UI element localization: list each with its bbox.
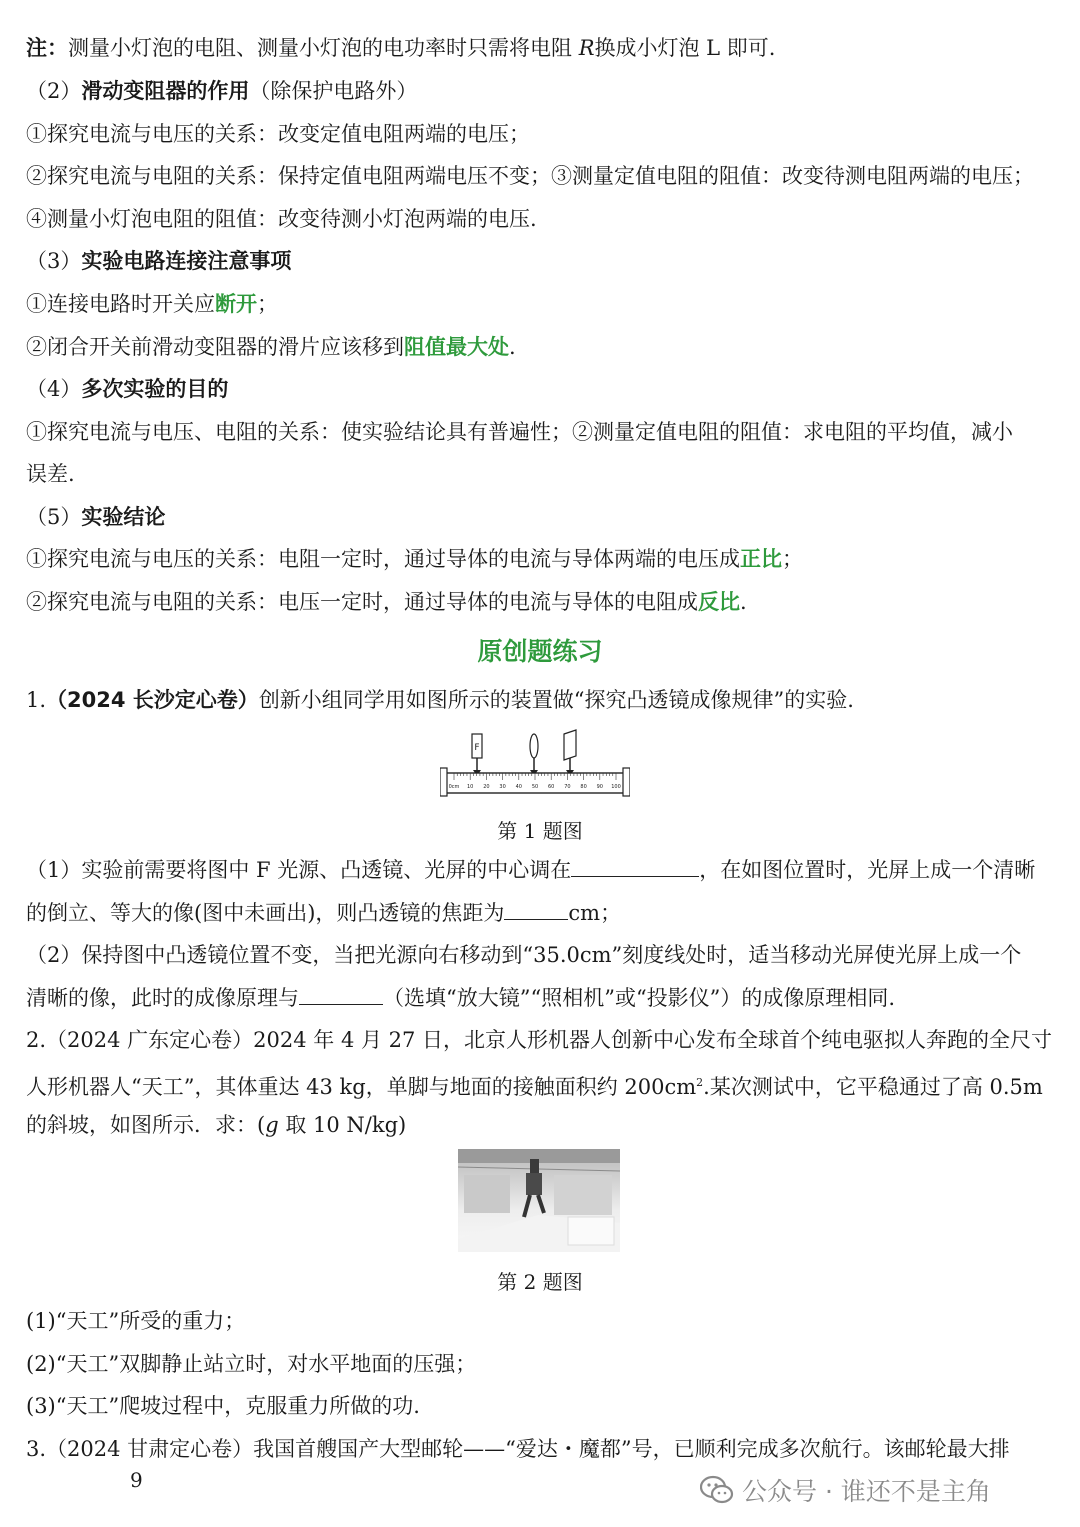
question-2-line-1: 2.（2024 广东定心卷）2024 年 4 月 27 日，北京人形机器人创新中心发布全球首个纯电驱拟人奔跑的全尺寸 xyxy=(26,1028,1053,1052)
wall-window xyxy=(464,1175,510,1213)
ruler-tick-label: 30 xyxy=(499,784,506,790)
watermark xyxy=(700,1472,991,1508)
item-punct: ； xyxy=(782,547,803,571)
section-4-heading xyxy=(26,375,228,403)
part-text: .某次测试中，它平稳通过了高 0.5m xyxy=(703,1075,1043,1099)
highlight-answer: 正比 xyxy=(740,547,782,571)
section-3-num: （3） xyxy=(26,249,82,273)
answer-blank[interactable] xyxy=(299,984,383,1005)
platform-block xyxy=(568,1217,614,1245)
question-2-sub-1: (1)“天工”所受的重力； xyxy=(26,1309,246,1333)
part-text: cm； xyxy=(568,901,622,925)
section-3-heading xyxy=(26,247,291,275)
robot-slope-photo xyxy=(458,1149,620,1252)
question-2-sub-3: (3)“天工”爬坡过程中，克服重力所做的功. xyxy=(26,1394,420,1418)
rail-end-left xyxy=(440,768,447,796)
figure-1-caption: 第 1 题图 xyxy=(497,819,583,843)
answer-blank[interactable] xyxy=(504,899,568,920)
section-4-item-1-cont: 误差. xyxy=(26,462,75,486)
question-2-line-3 xyxy=(26,1111,406,1139)
section-4-item-1: ①探究电流与电压、电阻的关系：使实验结论具有普遍性；②测量定值电阻的阻值：求电阻的平均值，减小 xyxy=(26,420,1013,444)
section-2-num: （2） xyxy=(26,79,82,103)
ruler-tick-label: 60 xyxy=(548,784,555,790)
wall-panel xyxy=(554,1175,612,1215)
section-5-item-2 xyxy=(26,588,747,616)
part-text: 的斜坡，如图所示．求：( xyxy=(26,1113,266,1137)
robot-leg-left xyxy=(524,1195,530,1217)
ruler-tick-label: 100 xyxy=(611,784,621,790)
robot-leg-right xyxy=(538,1195,544,1213)
robot-head xyxy=(530,1159,539,1173)
section-2-suffix: （除保护电路外） xyxy=(249,79,418,103)
section-5-item-1 xyxy=(26,545,803,573)
section-4-title: 多次实验的目的 xyxy=(81,377,229,401)
section-3-item-1 xyxy=(26,290,278,318)
ruler-tick-label: 10 xyxy=(467,784,474,790)
robot-torso xyxy=(526,1173,542,1195)
section-5-heading xyxy=(26,503,165,531)
section-3-item-2 xyxy=(26,333,516,361)
section-3-title: 实验电路连接注意事项 xyxy=(81,249,292,273)
part-text: 取 10 N/kg) xyxy=(278,1113,407,1137)
var-g: g xyxy=(265,1113,279,1137)
light-screen xyxy=(564,730,576,760)
page-number: 9 xyxy=(130,1468,143,1492)
note-var-r: R xyxy=(578,36,595,60)
wechat-icon xyxy=(700,1475,734,1505)
item-punct: ； xyxy=(257,292,278,316)
question-1-part-2: （2）保持图中凸透镜位置不变，当把光源向右移动到“35.0cm”刻度线处时，适当移动光屏使光屏上成一个 xyxy=(26,943,1022,967)
part-text: 清晰的像，此时的成像原理与 xyxy=(26,986,299,1010)
note-text-a: 测量小灯泡的电阻、测量小灯泡的电功率时只需将电阻 xyxy=(68,36,579,60)
ruler-tick-label: 50 xyxy=(531,784,539,790)
question-1-part-1-cont xyxy=(26,899,621,927)
answer-blank[interactable] xyxy=(571,856,699,877)
part-text: 人形机器人“天工”，其体重达 43 kg，单脚与地面的接触面积约 200cm xyxy=(26,1075,697,1099)
item-text: ①探究电流与电压的关系：电阻一定时，通过导体的电流与导体两端的电压成 xyxy=(26,547,740,571)
section-2-item-2: ②探究电流与电阻的关系：保持定值电阻两端电压不变；③测量定值电阻的阻值：改变待测电阻两端的电压； xyxy=(26,164,1034,188)
section-2-item-3: ④测量小灯泡电阻的阻值：改变待测小灯泡两端的电压. xyxy=(26,207,537,231)
practice-heading: 原创题练习 xyxy=(477,637,603,666)
figure-2-caption: 第 2 题图 xyxy=(497,1270,583,1294)
note-text-b: 换成小灯泡 L 即可. xyxy=(594,36,776,60)
question-1-stem xyxy=(26,686,854,714)
photo-illustration xyxy=(458,1149,620,1252)
convex-lens xyxy=(530,734,538,758)
highlight-answer: 阻值最大处 xyxy=(404,335,509,359)
ruler-tick-label: 20 xyxy=(483,784,490,790)
note-label: 注： xyxy=(26,36,68,60)
question-1-part-2-cont xyxy=(26,984,895,1012)
question-source: （2024 长沙定心卷） xyxy=(46,688,259,712)
question-text: 创新小组同学用如图所示的装置做“探究凸透镜成像规律”的实验. xyxy=(258,688,854,712)
light-source-letter: F xyxy=(474,743,480,753)
note-line xyxy=(26,34,775,62)
part-text: 的倒立、等大的像(图中未画出)，则凸透镜的焦距为 xyxy=(26,901,505,925)
question-3-line-1: 3.（2024 甘肃定心卷）我国首艘国产大型邮轮——“爱达・魔都”号，已顺利完成多次航行。该邮轮最大排 xyxy=(26,1437,1010,1461)
superscript: 2 xyxy=(696,1076,704,1089)
section-4-num: （4） xyxy=(26,377,82,401)
item-punct: . xyxy=(509,335,516,359)
item-punct: . xyxy=(740,590,747,614)
item-text: ①连接电路时开关应 xyxy=(26,292,215,316)
part-text: （选填“放大镜”“照相机”或“投影仪”）的成像原理相同. xyxy=(383,986,896,1010)
ruler-tick-label: 70 xyxy=(564,784,571,790)
question-2-line-2 xyxy=(26,1069,1043,1101)
item-text: ②探究电流与电阻的关系：电压一定时，通过导体的电流与导体的电阻成 xyxy=(26,590,698,614)
rail-end-right xyxy=(623,768,630,796)
ruler-tick-label: 0cm xyxy=(448,784,460,790)
part-text: （1）实验前需要将图中 F 光源、凸透镜、光屏的中心调在 xyxy=(26,858,572,882)
section-5-title: 实验结论 xyxy=(81,505,166,529)
highlight-answer: 断开 xyxy=(215,292,257,316)
optical-bench-figure xyxy=(440,728,630,800)
ruler-tick-label: 40 xyxy=(515,784,522,790)
part-text: ，在如图位置时，光屏上成一个清晰 xyxy=(699,858,1036,882)
ruler-tick-label: 80 xyxy=(580,784,587,790)
section-5-num: （5） xyxy=(26,505,82,529)
section-2-item-1: ①探究电流与电压的关系：改变定值电阻两端的电压； xyxy=(26,122,530,146)
watermark-text: 公众号 · 谁还不是主角 xyxy=(742,1477,991,1506)
section-2-title: 滑动变阻器的作用 xyxy=(81,79,250,103)
question-2-sub-2: (2)“天工”双脚静止站立时，对水平地面的压强； xyxy=(26,1352,477,1376)
section-2-heading xyxy=(26,77,417,105)
ruler-tick-label: 90 xyxy=(596,784,603,790)
highlight-answer: 反比 xyxy=(698,590,740,614)
question-1-part-1 xyxy=(26,856,1035,884)
question-number: 1. xyxy=(26,688,47,712)
item-text: ②闭合开关前滑动变阻器的滑片应该移到 xyxy=(26,335,404,359)
